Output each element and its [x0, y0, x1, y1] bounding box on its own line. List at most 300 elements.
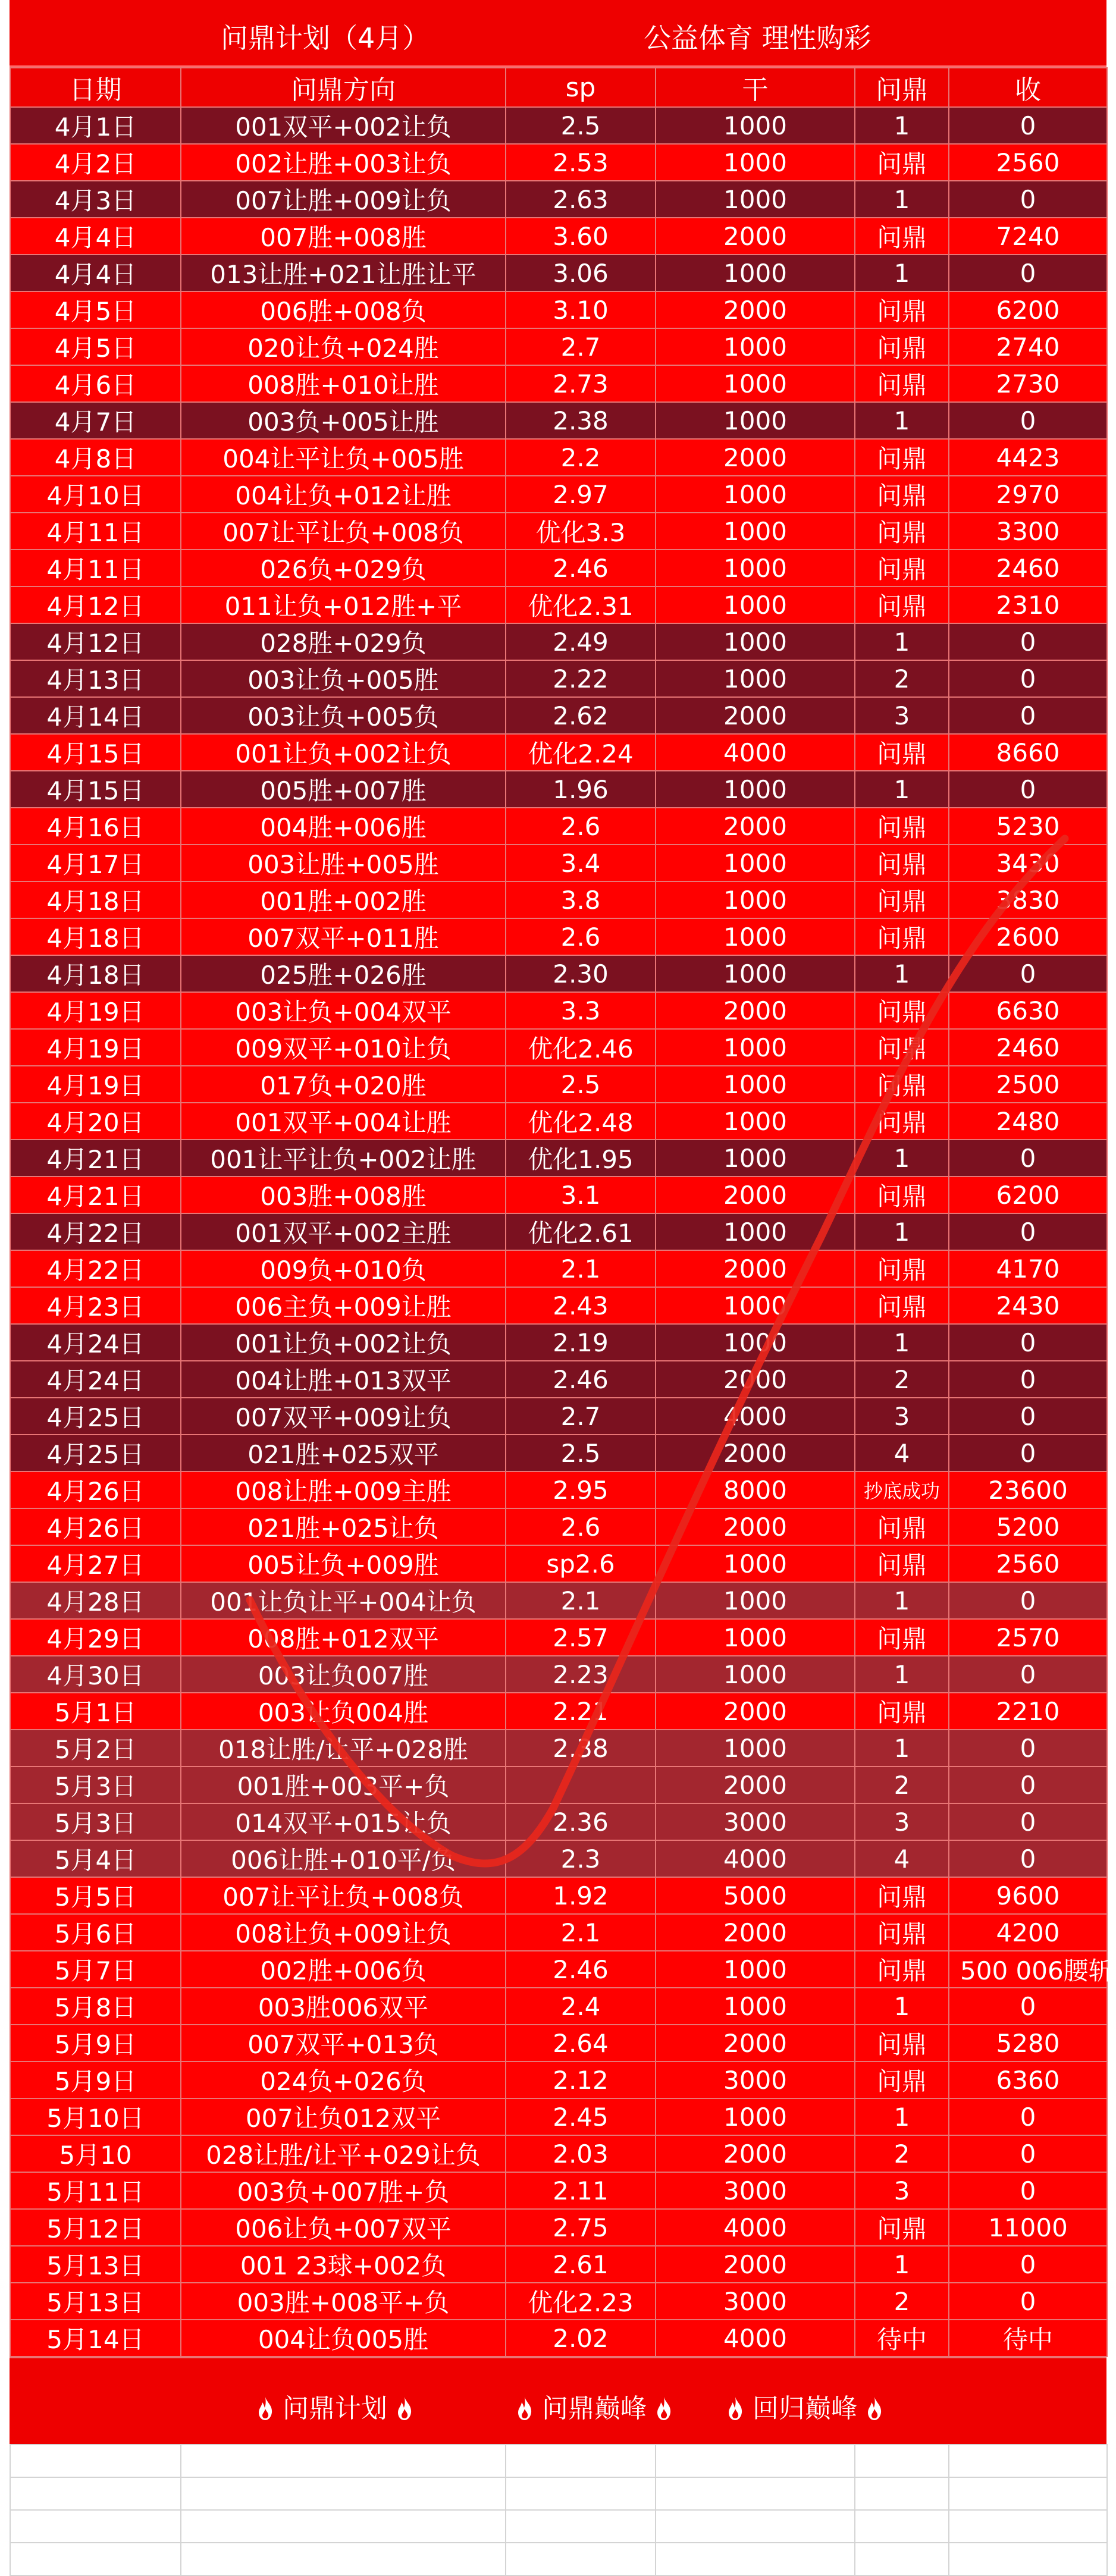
cell-return[interactable]: 0 — [949, 1398, 1107, 1435]
cell-result[interactable]: 1 — [855, 2098, 949, 2135]
cell-date[interactable]: 4月22日 — [10, 1213, 181, 1250]
cell-date[interactable]: 4月1日 — [10, 107, 181, 144]
cell-result[interactable]: 问鼎 — [855, 1951, 949, 1988]
cell-date[interactable]: 5月6日 — [10, 1914, 181, 1951]
cell-direction[interactable]: 004胜+006胜 — [181, 808, 506, 845]
cell-date[interactable]: 5月3日 — [10, 1803, 181, 1840]
cell-sp[interactable]: 2.11 — [506, 2172, 656, 2209]
cell-return[interactable]: 500 006腰斩 — [949, 1951, 1107, 1988]
cell-stake[interactable]: 1000 — [656, 144, 855, 181]
cell-sp[interactable]: 2.45 — [506, 2098, 656, 2135]
cell-return[interactable]: 0 — [949, 660, 1107, 697]
cell-result[interactable]: 问鼎 — [855, 845, 949, 881]
cell-return[interactable]: 0 — [949, 2098, 1107, 2135]
cell-direction[interactable]: 017负+020胜 — [181, 1066, 506, 1103]
cell-stake[interactable]: 3000 — [656, 2172, 855, 2209]
cell-direction[interactable]: 028胜+029负 — [181, 623, 506, 660]
cell-direction[interactable]: 013让胜+021让胜让平 — [181, 255, 506, 291]
cell-stake[interactable]: 1000 — [656, 476, 855, 513]
cell-direction[interactable]: 008胜+010让胜 — [181, 365, 506, 402]
cell-return[interactable]: 0 — [949, 1324, 1107, 1361]
cell-stake[interactable]: 1000 — [656, 881, 855, 918]
cell-return[interactable]: 2310 — [949, 586, 1107, 623]
cell-sp[interactable]: 3.8 — [506, 881, 656, 918]
cell-direction[interactable]: 003让负+005负 — [181, 697, 506, 734]
cell-return[interactable]: 0 — [949, 107, 1107, 144]
cell-return[interactable]: 0 — [949, 1140, 1107, 1176]
cell-result[interactable]: 1 — [855, 1988, 949, 2025]
cell-result[interactable]: 1 — [855, 402, 949, 439]
cell-result[interactable]: 问鼎 — [855, 144, 949, 181]
cell-sp[interactable]: 2.75 — [506, 2209, 656, 2246]
cell-direction[interactable]: 007双平+011胜 — [181, 918, 506, 955]
cell-stake[interactable]: 1000 — [656, 513, 855, 550]
cell-date[interactable]: 4月23日 — [10, 1287, 181, 1324]
cell-direction[interactable]: 028让胜/让平+029让负 — [181, 2135, 506, 2172]
cell-stake[interactable]: 1000 — [656, 1029, 855, 1066]
cell-result[interactable]: 2 — [855, 1767, 949, 1803]
cell-sp[interactable]: 优化2.31 — [506, 586, 656, 623]
cell-date[interactable]: 4月26日 — [10, 1508, 181, 1545]
cell-sp[interactable]: 2.38 — [506, 402, 656, 439]
cell-stake[interactable]: 1000 — [656, 255, 855, 291]
cell-date[interactable]: 4月20日 — [10, 1103, 181, 1140]
cell-direction[interactable]: 021胜+025双平 — [181, 1435, 506, 1471]
cell-result[interactable]: 问鼎 — [855, 734, 949, 771]
cell-direction[interactable]: 004让平让负+005胜 — [181, 439, 506, 476]
cell-direction[interactable]: 004让负005胜 — [181, 2320, 506, 2357]
cell-sp[interactable]: 2.6 — [506, 918, 656, 955]
cell-sp[interactable]: 2.5 — [506, 107, 656, 144]
cell-return[interactable]: 4200 — [949, 1914, 1107, 1951]
cell-sp[interactable]: 2.5 — [506, 1435, 656, 1471]
cell-date[interactable]: 4月10日 — [10, 476, 181, 513]
cell-date[interactable]: 5月1日 — [10, 1693, 181, 1730]
cell-stake[interactable]: 1000 — [656, 918, 855, 955]
cell-return[interactable]: 0 — [949, 2172, 1107, 2209]
cell-direction[interactable]: 020让负+024胜 — [181, 328, 506, 365]
cell-sp[interactable]: 2.46 — [506, 1951, 656, 1988]
col-header-sp[interactable]: sp — [506, 68, 656, 107]
cell-return[interactable]: 0 — [949, 771, 1107, 808]
cell-sp[interactable]: 优化2.61 — [506, 1213, 656, 1250]
cell-result[interactable]: 1 — [855, 2246, 949, 2283]
cell-sp[interactable]: 2.21 — [506, 1693, 656, 1730]
cell-result[interactable]: 2 — [855, 2283, 949, 2320]
cell-return[interactable]: 0 — [949, 955, 1107, 992]
cell-result[interactable]: 问鼎 — [855, 881, 949, 918]
cell-return[interactable]: 0 — [949, 2246, 1107, 2283]
cell-direction[interactable]: 008让胜+009主胜 — [181, 1471, 506, 1508]
cell-sp[interactable]: 优化2.23 — [506, 2283, 656, 2320]
cell-direction[interactable]: 003胜+008平+负 — [181, 2283, 506, 2320]
cell-date[interactable]: 4月19日 — [10, 1029, 181, 1066]
cell-date[interactable]: 4月21日 — [10, 1176, 181, 1213]
cell-stake[interactable]: 1000 — [656, 845, 855, 881]
cell-direction[interactable]: 003让胜+005胜 — [181, 845, 506, 881]
cell-stake[interactable]: 2000 — [656, 1693, 855, 1730]
cell-result[interactable]: 问鼎 — [855, 918, 949, 955]
cell-stake[interactable]: 1000 — [656, 1213, 855, 1250]
cell-date[interactable]: 4月22日 — [10, 1250, 181, 1287]
cell-sp[interactable]: 2.1 — [506, 1914, 656, 1951]
cell-result[interactable]: 2 — [855, 660, 949, 697]
cell-direction[interactable]: 007双平+013负 — [181, 2025, 506, 2062]
cell-result[interactable]: 3 — [855, 2172, 949, 2209]
cell-return[interactable]: 0 — [949, 2135, 1107, 2172]
cell-date[interactable]: 4月4日 — [10, 255, 181, 291]
cell-date[interactable]: 4月30日 — [10, 1656, 181, 1693]
cell-return[interactable]: 6630 — [949, 992, 1107, 1029]
cell-direction[interactable]: 001双平+002主胜 — [181, 1213, 506, 1250]
cell-stake[interactable]: 2000 — [656, 1767, 855, 1803]
cell-sp[interactable]: 优化2.24 — [506, 734, 656, 771]
cell-return[interactable]: 6360 — [949, 2062, 1107, 2098]
cell-stake[interactable]: 1000 — [656, 1066, 855, 1103]
cell-stake[interactable]: 2000 — [656, 439, 855, 476]
cell-sp[interactable]: 2.3 — [506, 1840, 656, 1877]
cell-result[interactable]: 2 — [855, 1361, 949, 1398]
cell-result[interactable]: 问鼎 — [855, 1250, 949, 1287]
cell-result[interactable]: 问鼎 — [855, 513, 949, 550]
cell-direction[interactable]: 007让平让负+008负 — [181, 513, 506, 550]
cell-date[interactable]: 4月6日 — [10, 365, 181, 402]
cell-result[interactable]: 1 — [855, 1730, 949, 1767]
cell-date[interactable]: 5月13日 — [10, 2283, 181, 2320]
cell-result[interactable]: 问鼎 — [855, 586, 949, 623]
cell-stake[interactable]: 1000 — [656, 771, 855, 808]
cell-return[interactable]: 9600 — [949, 1877, 1107, 1914]
cell-direction[interactable]: 003让负007胜 — [181, 1656, 506, 1693]
cell-sp[interactable]: 2.49 — [506, 623, 656, 660]
cell-direction[interactable]: 003让负+005胜 — [181, 660, 506, 697]
cell-direction[interactable]: 001让平让负+002让胜 — [181, 1140, 506, 1176]
cell-result[interactable]: 抄底成功 — [855, 1471, 949, 1508]
cell-direction[interactable]: 002让胜+003让负 — [181, 144, 506, 181]
cell-stake[interactable]: 2000 — [656, 1435, 855, 1471]
cell-stake[interactable]: 2000 — [656, 218, 855, 255]
cell-date[interactable]: 5月14日 — [10, 2320, 181, 2357]
cell-direction[interactable]: 009双平+010让负 — [181, 1029, 506, 1066]
cell-date[interactable]: 5月2日 — [10, 1730, 181, 1767]
cell-sp[interactable]: 2.95 — [506, 1471, 656, 1508]
cell-date[interactable]: 4月19日 — [10, 1066, 181, 1103]
cell-direction[interactable]: 003让负004胜 — [181, 1693, 506, 1730]
cell-result[interactable]: 3 — [855, 697, 949, 734]
cell-return[interactable]: 5280 — [949, 2025, 1107, 2062]
cell-stake[interactable]: 2000 — [656, 992, 855, 1029]
cell-result[interactable]: 问鼎 — [855, 550, 949, 586]
cell-date[interactable]: 4月11日 — [10, 513, 181, 550]
cell-direction[interactable]: 007让胜+009让负 — [181, 181, 506, 218]
cell-stake[interactable]: 1000 — [656, 107, 855, 144]
cell-direction[interactable]: 001让负+002让负 — [181, 1324, 506, 1361]
cell-stake[interactable]: 1000 — [656, 623, 855, 660]
cell-result[interactable]: 1 — [855, 1324, 949, 1361]
cell-result[interactable]: 3 — [855, 1803, 949, 1840]
cell-date[interactable]: 4月12日 — [10, 586, 181, 623]
cell-sp[interactable]: 2.7 — [506, 1398, 656, 1435]
cell-return[interactable]: 4423 — [949, 439, 1107, 476]
cell-direction[interactable]: 011让负+012胜+平 — [181, 586, 506, 623]
cell-stake[interactable]: 4000 — [656, 1840, 855, 1877]
col-header-return[interactable]: 收 — [949, 68, 1107, 107]
col-header-date[interactable]: 日期 — [10, 68, 181, 107]
cell-sp[interactable]: 优化2.48 — [506, 1103, 656, 1140]
cell-return[interactable]: 3830 — [949, 881, 1107, 918]
cell-return[interactable]: 2480 — [949, 1103, 1107, 1140]
cell-sp[interactable]: 3.4 — [506, 845, 656, 881]
cell-result[interactable]: 1 — [855, 771, 949, 808]
cell-direction[interactable]: 024负+026负 — [181, 2062, 506, 2098]
cell-stake[interactable]: 1000 — [656, 181, 855, 218]
cell-result[interactable]: 问鼎 — [855, 1066, 949, 1103]
cell-return[interactable]: 待中 — [949, 2320, 1107, 2357]
cell-stake[interactable]: 1000 — [656, 328, 855, 365]
cell-return[interactable]: 3300 — [949, 513, 1107, 550]
cell-sp[interactable]: 2.73 — [506, 365, 656, 402]
cell-stake[interactable]: 2000 — [656, 1361, 855, 1398]
cell-return[interactable]: 2970 — [949, 476, 1107, 513]
cell-stake[interactable]: 1000 — [656, 1656, 855, 1693]
cell-date[interactable]: 5月4日 — [10, 1840, 181, 1877]
cell-date[interactable]: 4月5日 — [10, 328, 181, 365]
cell-stake[interactable]: 2000 — [656, 697, 855, 734]
cell-direction[interactable]: 007让平让负+008负 — [181, 1877, 506, 1914]
cell-result[interactable]: 问鼎 — [855, 1877, 949, 1914]
cell-date[interactable]: 4月17日 — [10, 845, 181, 881]
cell-sp[interactable]: 1.96 — [506, 771, 656, 808]
cell-stake[interactable]: 1000 — [656, 1103, 855, 1140]
cell-sp[interactable]: 3.10 — [506, 291, 656, 328]
cell-result[interactable]: 问鼎 — [855, 1914, 949, 1951]
cell-stake[interactable]: 8000 — [656, 1471, 855, 1508]
cell-direction[interactable]: 004让负+012让胜 — [181, 476, 506, 513]
cell-stake[interactable]: 2000 — [656, 1250, 855, 1287]
cell-stake[interactable]: 2000 — [656, 808, 855, 845]
cell-direction[interactable]: 026负+029负 — [181, 550, 506, 586]
cell-date[interactable]: 4月25日 — [10, 1398, 181, 1435]
cell-result[interactable]: 问鼎 — [855, 1508, 949, 1545]
cell-date[interactable]: 4月24日 — [10, 1324, 181, 1361]
cell-direction[interactable]: 025胜+026胜 — [181, 955, 506, 992]
cell-date[interactable]: 5月9日 — [10, 2062, 181, 2098]
cell-result[interactable]: 问鼎 — [855, 992, 949, 1029]
cell-date[interactable]: 4月13日 — [10, 660, 181, 697]
cell-stake[interactable]: 2000 — [656, 2246, 855, 2283]
cell-direction[interactable]: 007胜+008胜 — [181, 218, 506, 255]
cell-return[interactable]: 0 — [949, 1361, 1107, 1398]
cell-return[interactable]: 6200 — [949, 291, 1107, 328]
cell-date[interactable]: 5月11日 — [10, 2172, 181, 2209]
cell-direction[interactable]: 001让负让平+004让负 — [181, 1582, 506, 1619]
cell-sp[interactable]: sp2.6 — [506, 1545, 656, 1582]
cell-sp[interactable]: 2.53 — [506, 144, 656, 181]
cell-return[interactable]: 6200 — [949, 1176, 1107, 1213]
cell-direction[interactable]: 002胜+006负 — [181, 1951, 506, 1988]
cell-date[interactable]: 4月28日 — [10, 1582, 181, 1619]
cell-stake[interactable]: 1000 — [656, 1582, 855, 1619]
cell-date[interactable]: 4月2日 — [10, 144, 181, 181]
cell-return[interactable]: 11000 — [949, 2209, 1107, 2246]
cell-stake[interactable]: 3000 — [656, 2283, 855, 2320]
cell-result[interactable]: 2 — [855, 2135, 949, 2172]
cell-date[interactable]: 5月13日 — [10, 2246, 181, 2283]
cell-sp[interactable]: 1.92 — [506, 1877, 656, 1914]
cell-date[interactable]: 4月15日 — [10, 734, 181, 771]
cell-date[interactable]: 4月18日 — [10, 881, 181, 918]
cell-direction[interactable]: 001让负+002让负 — [181, 734, 506, 771]
cell-date[interactable]: 4月21日 — [10, 1140, 181, 1176]
cell-sp[interactable] — [506, 1767, 656, 1803]
cell-sp[interactable]: 2.5 — [506, 1066, 656, 1103]
cell-stake[interactable]: 2000 — [656, 1508, 855, 1545]
cell-sp[interactable]: 2.61 — [506, 2246, 656, 2283]
cell-sp[interactable]: 2.1 — [506, 1250, 656, 1287]
cell-return[interactable]: 2210 — [949, 1693, 1107, 1730]
cell-sp[interactable]: 2.97 — [506, 476, 656, 513]
cell-result[interactable]: 问鼎 — [855, 439, 949, 476]
cell-sp[interactable]: 2.30 — [506, 955, 656, 992]
cell-result[interactable]: 问鼎 — [855, 2025, 949, 2062]
cell-date[interactable]: 5月3日 — [10, 1767, 181, 1803]
cell-stake[interactable]: 1000 — [656, 586, 855, 623]
cell-return[interactable]: 4170 — [949, 1250, 1107, 1287]
cell-return[interactable]: 2560 — [949, 144, 1107, 181]
cell-sp[interactable]: 2.38 — [506, 1730, 656, 1767]
cell-result[interactable]: 问鼎 — [855, 365, 949, 402]
cell-direction[interactable]: 007双平+009让负 — [181, 1398, 506, 1435]
cell-stake[interactable]: 2000 — [656, 1176, 855, 1213]
cell-result[interactable]: 问鼎 — [855, 218, 949, 255]
cell-date[interactable]: 5月10 — [10, 2135, 181, 2172]
cell-date[interactable]: 5月8日 — [10, 1988, 181, 2025]
cell-result[interactable]: 问鼎 — [855, 291, 949, 328]
cell-result[interactable]: 问鼎 — [855, 1287, 949, 1324]
cell-stake[interactable]: 4000 — [656, 1398, 855, 1435]
cell-return[interactable]: 0 — [949, 1656, 1107, 1693]
cell-date[interactable]: 4月7日 — [10, 402, 181, 439]
cell-result[interactable]: 问鼎 — [855, 1619, 949, 1656]
cell-sp[interactable]: 优化3.3 — [506, 513, 656, 550]
cell-stake[interactable]: 1000 — [656, 1619, 855, 1656]
cell-stake[interactable]: 3000 — [656, 1803, 855, 1840]
cell-stake[interactable]: 1000 — [656, 1951, 855, 1988]
cell-result[interactable]: 4 — [855, 1435, 949, 1471]
cell-return[interactable]: 7240 — [949, 218, 1107, 255]
cell-date[interactable]: 4月24日 — [10, 1361, 181, 1398]
cell-sp[interactable]: 2.12 — [506, 2062, 656, 2098]
cell-result[interactable]: 问鼎 — [855, 1176, 949, 1213]
cell-date[interactable]: 5月12日 — [10, 2209, 181, 2246]
cell-result[interactable]: 1 — [855, 623, 949, 660]
cell-date[interactable]: 5月10日 — [10, 2098, 181, 2135]
cell-date[interactable]: 4月25日 — [10, 1435, 181, 1471]
cell-date[interactable]: 4月26日 — [10, 1471, 181, 1508]
cell-return[interactable]: 0 — [949, 1435, 1107, 1471]
cell-stake[interactable]: 2000 — [656, 1914, 855, 1951]
cell-sp[interactable]: 2.02 — [506, 2320, 656, 2357]
cell-stake[interactable]: 1000 — [656, 402, 855, 439]
cell-direction[interactable]: 008胜+012双平 — [181, 1619, 506, 1656]
cell-return[interactable]: 2600 — [949, 918, 1107, 955]
cell-direction[interactable]: 003胜+008胜 — [181, 1176, 506, 1213]
cell-stake[interactable]: 4000 — [656, 2209, 855, 2246]
cell-return[interactable]: 2430 — [949, 1287, 1107, 1324]
cell-direction[interactable]: 021胜+025让负 — [181, 1508, 506, 1545]
cell-return[interactable]: 0 — [949, 623, 1107, 660]
cell-sp[interactable]: 3.60 — [506, 218, 656, 255]
cell-date[interactable]: 4月15日 — [10, 771, 181, 808]
cell-stake[interactable]: 5000 — [656, 1877, 855, 1914]
cell-direction[interactable]: 006胜+008负 — [181, 291, 506, 328]
cell-return[interactable]: 0 — [949, 181, 1107, 218]
cell-direction[interactable]: 003负+007胜+负 — [181, 2172, 506, 2209]
cell-return[interactable]: 0 — [949, 402, 1107, 439]
cell-sp[interactable]: 3.1 — [506, 1176, 656, 1213]
cell-return[interactable]: 2560 — [949, 1545, 1107, 1582]
cell-result[interactable]: 问鼎 — [855, 2062, 949, 2098]
cell-sp[interactable]: 2.36 — [506, 1803, 656, 1840]
cell-date[interactable]: 4月18日 — [10, 918, 181, 955]
cell-return[interactable]: 0 — [949, 1767, 1107, 1803]
cell-stake[interactable]: 2000 — [656, 2025, 855, 2062]
cell-direction[interactable]: 014双平+015让负 — [181, 1803, 506, 1840]
cell-stake[interactable]: 1000 — [656, 550, 855, 586]
cell-direction[interactable]: 005胜+007胜 — [181, 771, 506, 808]
cell-result[interactable]: 1 — [855, 255, 949, 291]
cell-direction[interactable]: 008让负+009让负 — [181, 1914, 506, 1951]
cell-result[interactable]: 1 — [855, 107, 949, 144]
cell-sp[interactable]: 2.4 — [506, 1988, 656, 2025]
cell-result[interactable]: 问鼎 — [855, 1103, 949, 1140]
cell-sp[interactable]: 2.2 — [506, 439, 656, 476]
cell-return[interactable]: 2740 — [949, 328, 1107, 365]
cell-return[interactable]: 2570 — [949, 1619, 1107, 1656]
cell-result[interactable]: 问鼎 — [855, 328, 949, 365]
cell-sp[interactable]: 2.1 — [506, 1582, 656, 1619]
cell-result[interactable]: 问鼎 — [855, 1545, 949, 1582]
cell-sp[interactable]: 2.23 — [506, 1656, 656, 1693]
cell-sp[interactable]: 2.19 — [506, 1324, 656, 1361]
col-header-direction[interactable]: 问鼎方向 — [181, 68, 506, 107]
cell-return[interactable]: 3430 — [949, 845, 1107, 881]
cell-stake[interactable]: 4000 — [656, 734, 855, 771]
cell-date[interactable]: 5月7日 — [10, 1951, 181, 1988]
cell-return[interactable]: 2500 — [949, 1066, 1107, 1103]
cell-return[interactable]: 5230 — [949, 808, 1107, 845]
cell-date[interactable]: 4月18日 — [10, 955, 181, 992]
cell-direction[interactable]: 018让胜/让平+028胜 — [181, 1730, 506, 1767]
cell-return[interactable]: 0 — [949, 1582, 1107, 1619]
cell-date[interactable]: 4月3日 — [10, 181, 181, 218]
cell-return[interactable]: 0 — [949, 2283, 1107, 2320]
col-header-stake[interactable]: 干 — [656, 68, 855, 107]
cell-date[interactable]: 4月19日 — [10, 992, 181, 1029]
cell-direction[interactable]: 001 23球+002负 — [181, 2246, 506, 2283]
cell-return[interactable]: 0 — [949, 1840, 1107, 1877]
cell-date[interactable]: 4月5日 — [10, 291, 181, 328]
cell-return[interactable]: 2460 — [949, 1029, 1107, 1066]
cell-result[interactable]: 待中 — [855, 2320, 949, 2357]
cell-result[interactable]: 4 — [855, 1840, 949, 1877]
cell-stake[interactable]: 1000 — [656, 2098, 855, 2135]
cell-stake[interactable]: 1000 — [656, 1730, 855, 1767]
cell-date[interactable]: 4月8日 — [10, 439, 181, 476]
cell-direction[interactable]: 003负+005让胜 — [181, 402, 506, 439]
cell-stake[interactable]: 1000 — [656, 1287, 855, 1324]
cell-date[interactable]: 4月12日 — [10, 623, 181, 660]
